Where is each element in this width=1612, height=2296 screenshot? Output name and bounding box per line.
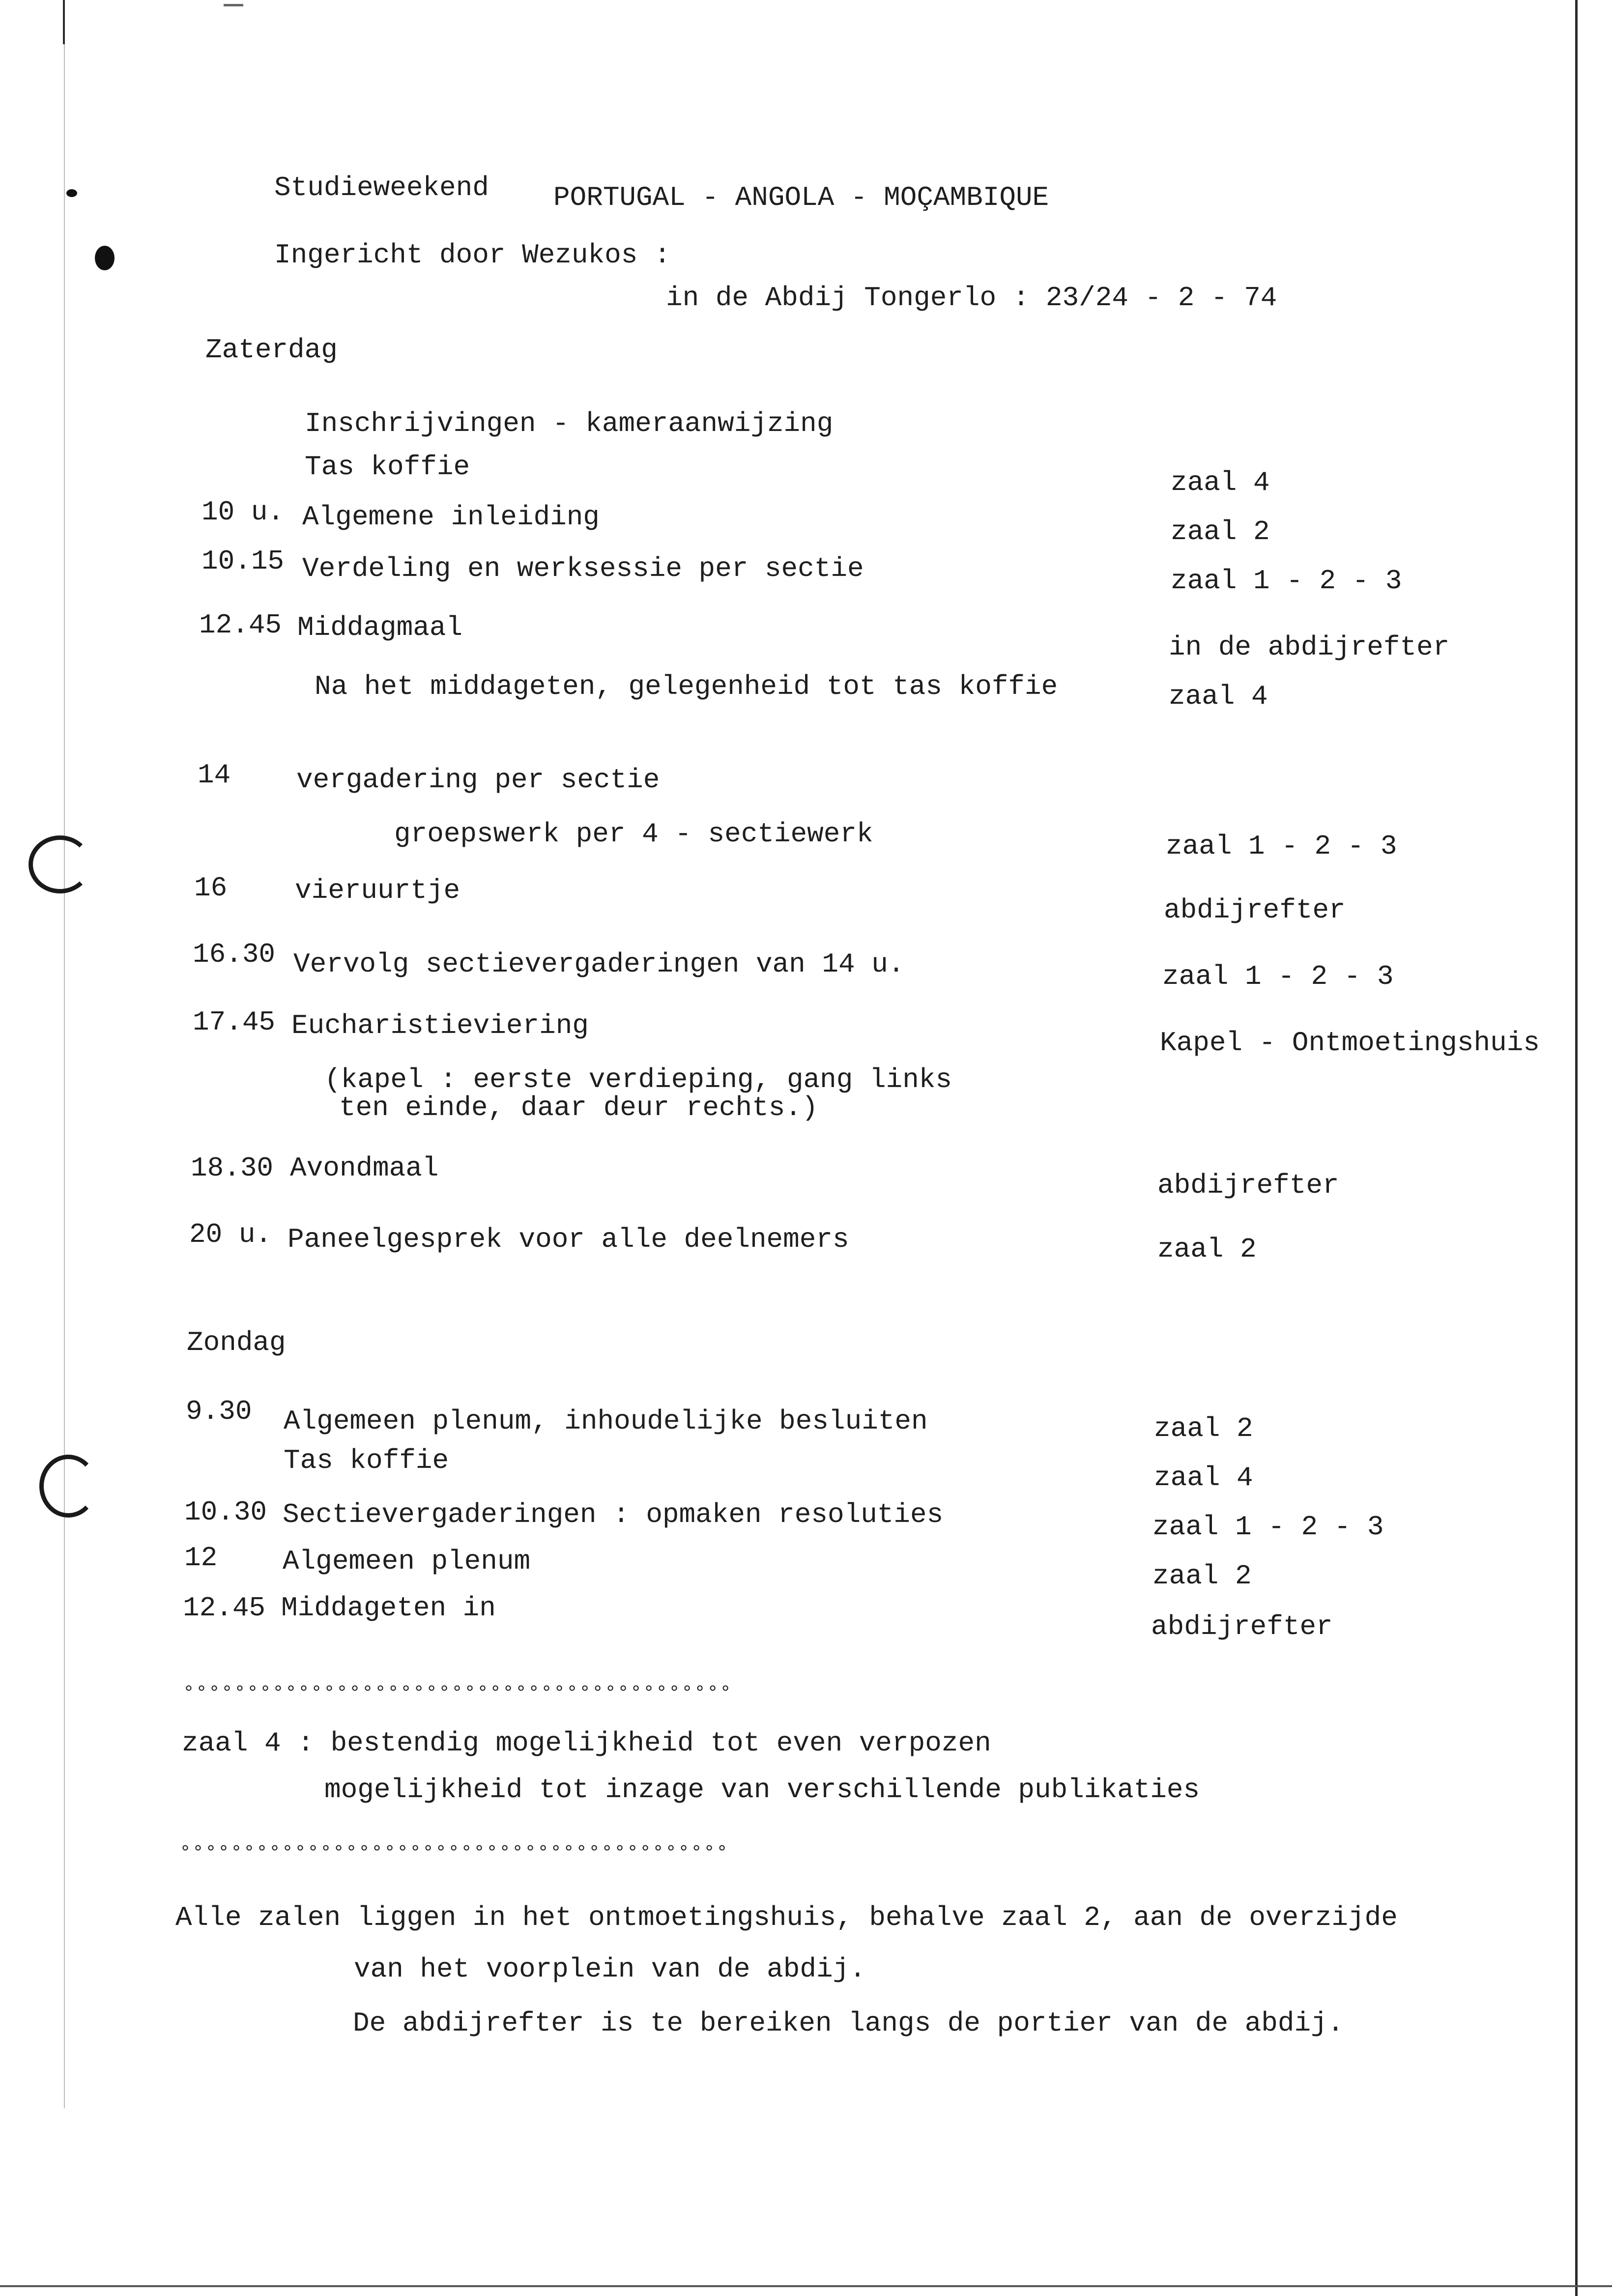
after-lunch-line: Na het middageten, gelegenheid tot tas koffie: [315, 671, 1058, 702]
location-cell: zaal 2: [1171, 516, 1270, 547]
schedule-time: 12.45: [183, 1592, 266, 1624]
schedule-time: 9.30: [186, 1396, 252, 1427]
location-cell: zaal 2: [1152, 1560, 1252, 1592]
schedule-time: 10.30: [184, 1496, 267, 1528]
schedule-activity: Verdeling en werksessie per sectie: [302, 553, 864, 584]
schedule-activity: Algemeen plenum: [283, 1546, 531, 1577]
punch-mark-top: [66, 189, 77, 197]
left-edge-line: [64, 44, 65, 2108]
schedule-activity: Paneelgesprek voor alle deelnemers: [288, 1224, 849, 1255]
location-cell: abdijrefter: [1164, 894, 1346, 926]
schedule-activity: Algemene inleiding: [302, 501, 600, 533]
punch-hole-2: [39, 1455, 97, 1518]
organizer-line: Ingericht door Wezukos :: [274, 239, 671, 271]
schedule-activity: Avondmaal: [290, 1152, 439, 1184]
right-edge-line: [1575, 0, 1578, 2296]
schedule-time: 10 u.: [202, 496, 285, 528]
location-cell: zaal 1 - 2 - 3: [1166, 831, 1397, 862]
location-cell: abdijrefter: [1151, 1611, 1333, 1642]
venue-date-line: in de Abdij Tongerlo : 23/24 - 2 - 74: [666, 282, 1277, 314]
chapel-note-line-1: (kapel : eerste verdieping, gang links: [324, 1064, 952, 1095]
registration-line: Inschrijvingen - kameraanwijzing: [305, 408, 834, 439]
location-cell: zaal 4: [1169, 681, 1268, 712]
footer-line-3: De abdijrefter is te bereiken langs de portier van de abdij.: [353, 2008, 1344, 2039]
location-cell: zaal 4: [1154, 1462, 1253, 1493]
location-cell: Kapel - Ontmoetingshuis: [1160, 1027, 1540, 1059]
location-cell: zaal 2: [1157, 1234, 1257, 1265]
chapel-note-line-2: ten einde, daar deur rechts.): [339, 1092, 818, 1123]
separator-line-1: °°°°°°°°°°°°°°°°°°°°°°°°°°°°°°°°°°°°°°°°°°°: [183, 1683, 733, 1705]
schedule-activity: Vervolg sectievergaderingen van 14 u.: [293, 948, 905, 980]
footer-line-1: Alle zalen liggen in het ontmoetingshuis, behalve zaal 2, aan de overzijde: [175, 1902, 1398, 1933]
sunday-heading: Zondag: [187, 1327, 286, 1358]
schedule-activity: Eucharistieviering: [291, 1010, 589, 1041]
location-cell: zaal 2: [1154, 1413, 1253, 1444]
bottom-edge-line: [0, 2285, 1612, 2287]
zaal4-note-line-1: zaal 4 : bestendig mogelijkheid tot even verpozen: [182, 1727, 991, 1759]
schedule-activity: vieruurtje: [295, 875, 461, 906]
schedule-time: 10.15: [202, 545, 285, 577]
location-cell: abdijrefter: [1157, 1170, 1339, 1201]
schedule-time: 16.30: [193, 939, 276, 970]
punch-mark-dot: [95, 246, 115, 270]
schedule-time: 16: [194, 872, 228, 904]
punch-hole-1: [29, 835, 91, 893]
left-margin-line: [63, 0, 65, 44]
top-speck: [224, 4, 243, 6]
location-cell: zaal 1 - 2 - 3: [1162, 961, 1394, 992]
schedule-time: 18.30: [191, 1152, 274, 1184]
groupwork-line: groepswerk per 4 - sectiewerk: [394, 818, 873, 850]
location-cell: in de abdijrefter: [1169, 631, 1450, 663]
schedule-activity: Middageten in: [281, 1592, 496, 1624]
zaal4-note-line-2: mogelijkheid tot inzage van verschillende publikaties: [324, 1774, 1200, 1806]
schedule-activity: Sectievergaderingen : opmaken resoluties: [283, 1499, 944, 1530]
separator-line-2: °°°°°°°°°°°°°°°°°°°°°°°°°°°°°°°°°°°°°°°°°°°: [179, 1842, 729, 1865]
footer-line-2: van het voorplein van de abdij.: [354, 1953, 866, 1985]
schedule-time: 12: [184, 1542, 218, 1574]
coffee-line: Tas koffie: [305, 451, 470, 483]
sunday-coffee-line: Tas koffie: [284, 1445, 449, 1476]
location-cell: zaal 1 - 2 - 3: [1152, 1511, 1384, 1543]
schedule-time: 12.45: [199, 609, 282, 641]
saturday-heading: Zaterdag: [205, 334, 338, 366]
schedule-time: 17.45: [193, 1006, 276, 1038]
location-cell: zaal 1 - 2 - 3: [1171, 565, 1402, 597]
schedule-time: 14: [198, 759, 231, 791]
schedule-activity: vergadering per sectie: [296, 764, 660, 796]
study-weekend-label: Studieweekend: [274, 172, 489, 203]
schedule-time: 20 u.: [189, 1219, 272, 1250]
schedule-activity: Middagmaal: [297, 612, 463, 643]
location-cell: zaal 4: [1171, 467, 1270, 498]
schedule-activity: Algemeen plenum, inhoudelijke besluiten: [284, 1406, 928, 1437]
topic-title: PORTUGAL - ANGOLA - MOÇAMBIQUE: [553, 182, 1049, 213]
